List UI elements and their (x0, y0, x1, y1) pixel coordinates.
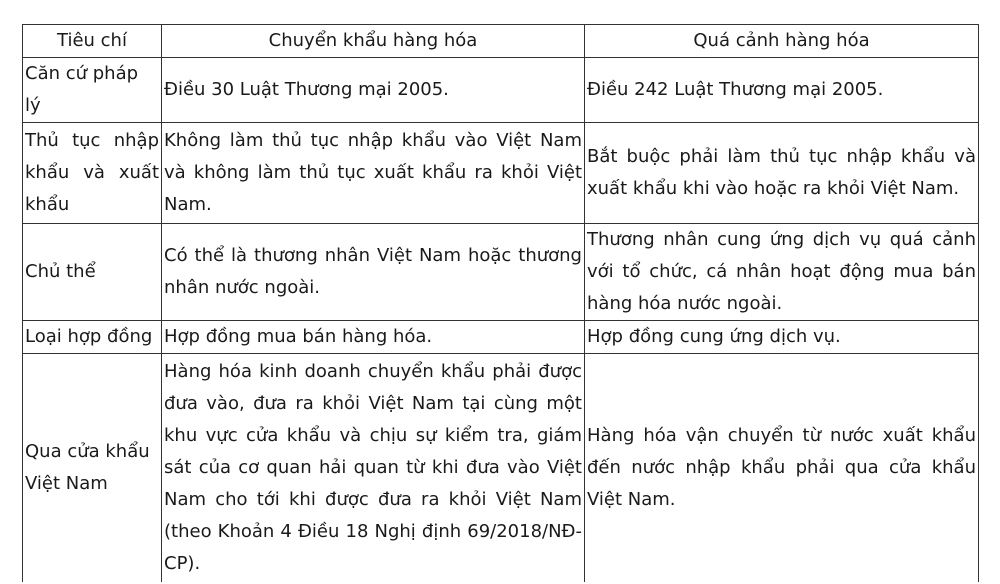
header-transshipment: Chuyển khẩu hàng hóa (162, 25, 585, 58)
cell-transshipment: Không làm thủ tục nhập khẩu vào Việt Nam và không làm thủ tục xuất khẩu ra khỏi Việt Nam. (162, 123, 585, 224)
table-row (23, 354, 979, 583)
header-criterion: Tiêu chí (23, 25, 162, 58)
cell-transit: Bắt buộc phải làm thủ tục nhập khẩu và xuất khẩu khi vào hoặc ra khỏi Việt Nam. (585, 123, 979, 224)
header-transit: Quá cảnh hàng hóa (585, 25, 979, 58)
cell-criterion: Căn cứ pháp lý (23, 58, 162, 123)
table-row (23, 123, 979, 224)
cell-transit: Hợp đồng cung ứng dịch vụ. (585, 321, 979, 354)
cell-transit: Thương nhân cung ứng dịch vụ quá cảnh với tổ chức, cá nhân hoạt động mua bán hàng hóa nước ngoài. (585, 224, 979, 321)
table-row (23, 58, 979, 123)
cell-criterion: Loại hợp đồng (23, 321, 162, 354)
cell-criterion: Thủ tục nhập khẩu và xuất khẩu (23, 123, 162, 224)
cell-transshipment: Hàng hóa kinh doanh chuyển khẩu phải được đưa vào, đưa ra khỏi Việt Nam tại cùng một khu vực cửa khẩu và chịu sự kiểm tra, giám sát của cơ quan hải quan từ khi đưa vào Việt Nam cho tới khi được đưa ra khỏi Việt Nam (theo Khoản 4 Điều 18 Nghị định 69/2018/NĐ-CP). (162, 354, 585, 583)
header-row (23, 25, 979, 58)
cell-criterion: Qua cửa khẩu Việt Nam (23, 354, 162, 583)
table-row (23, 224, 979, 321)
cell-criterion: Chủ thể (23, 224, 162, 321)
cell-transshipment: Có thể là thương nhân Việt Nam hoặc thương nhân nước ngoài. (162, 224, 585, 321)
table-row (23, 321, 979, 354)
cell-transshipment: Hợp đồng mua bán hàng hóa. (162, 321, 585, 354)
comparison-table (22, 24, 979, 582)
cell-transshipment: Điều 30 Luật Thương mại 2005. (162, 58, 585, 123)
cell-transit: Điều 242 Luật Thương mại 2005. (585, 58, 979, 123)
cell-transit: Hàng hóa vận chuyển từ nước xuất khẩu đến nước nhập khẩu phải qua cửa khẩu Việt Nam. (585, 354, 979, 583)
